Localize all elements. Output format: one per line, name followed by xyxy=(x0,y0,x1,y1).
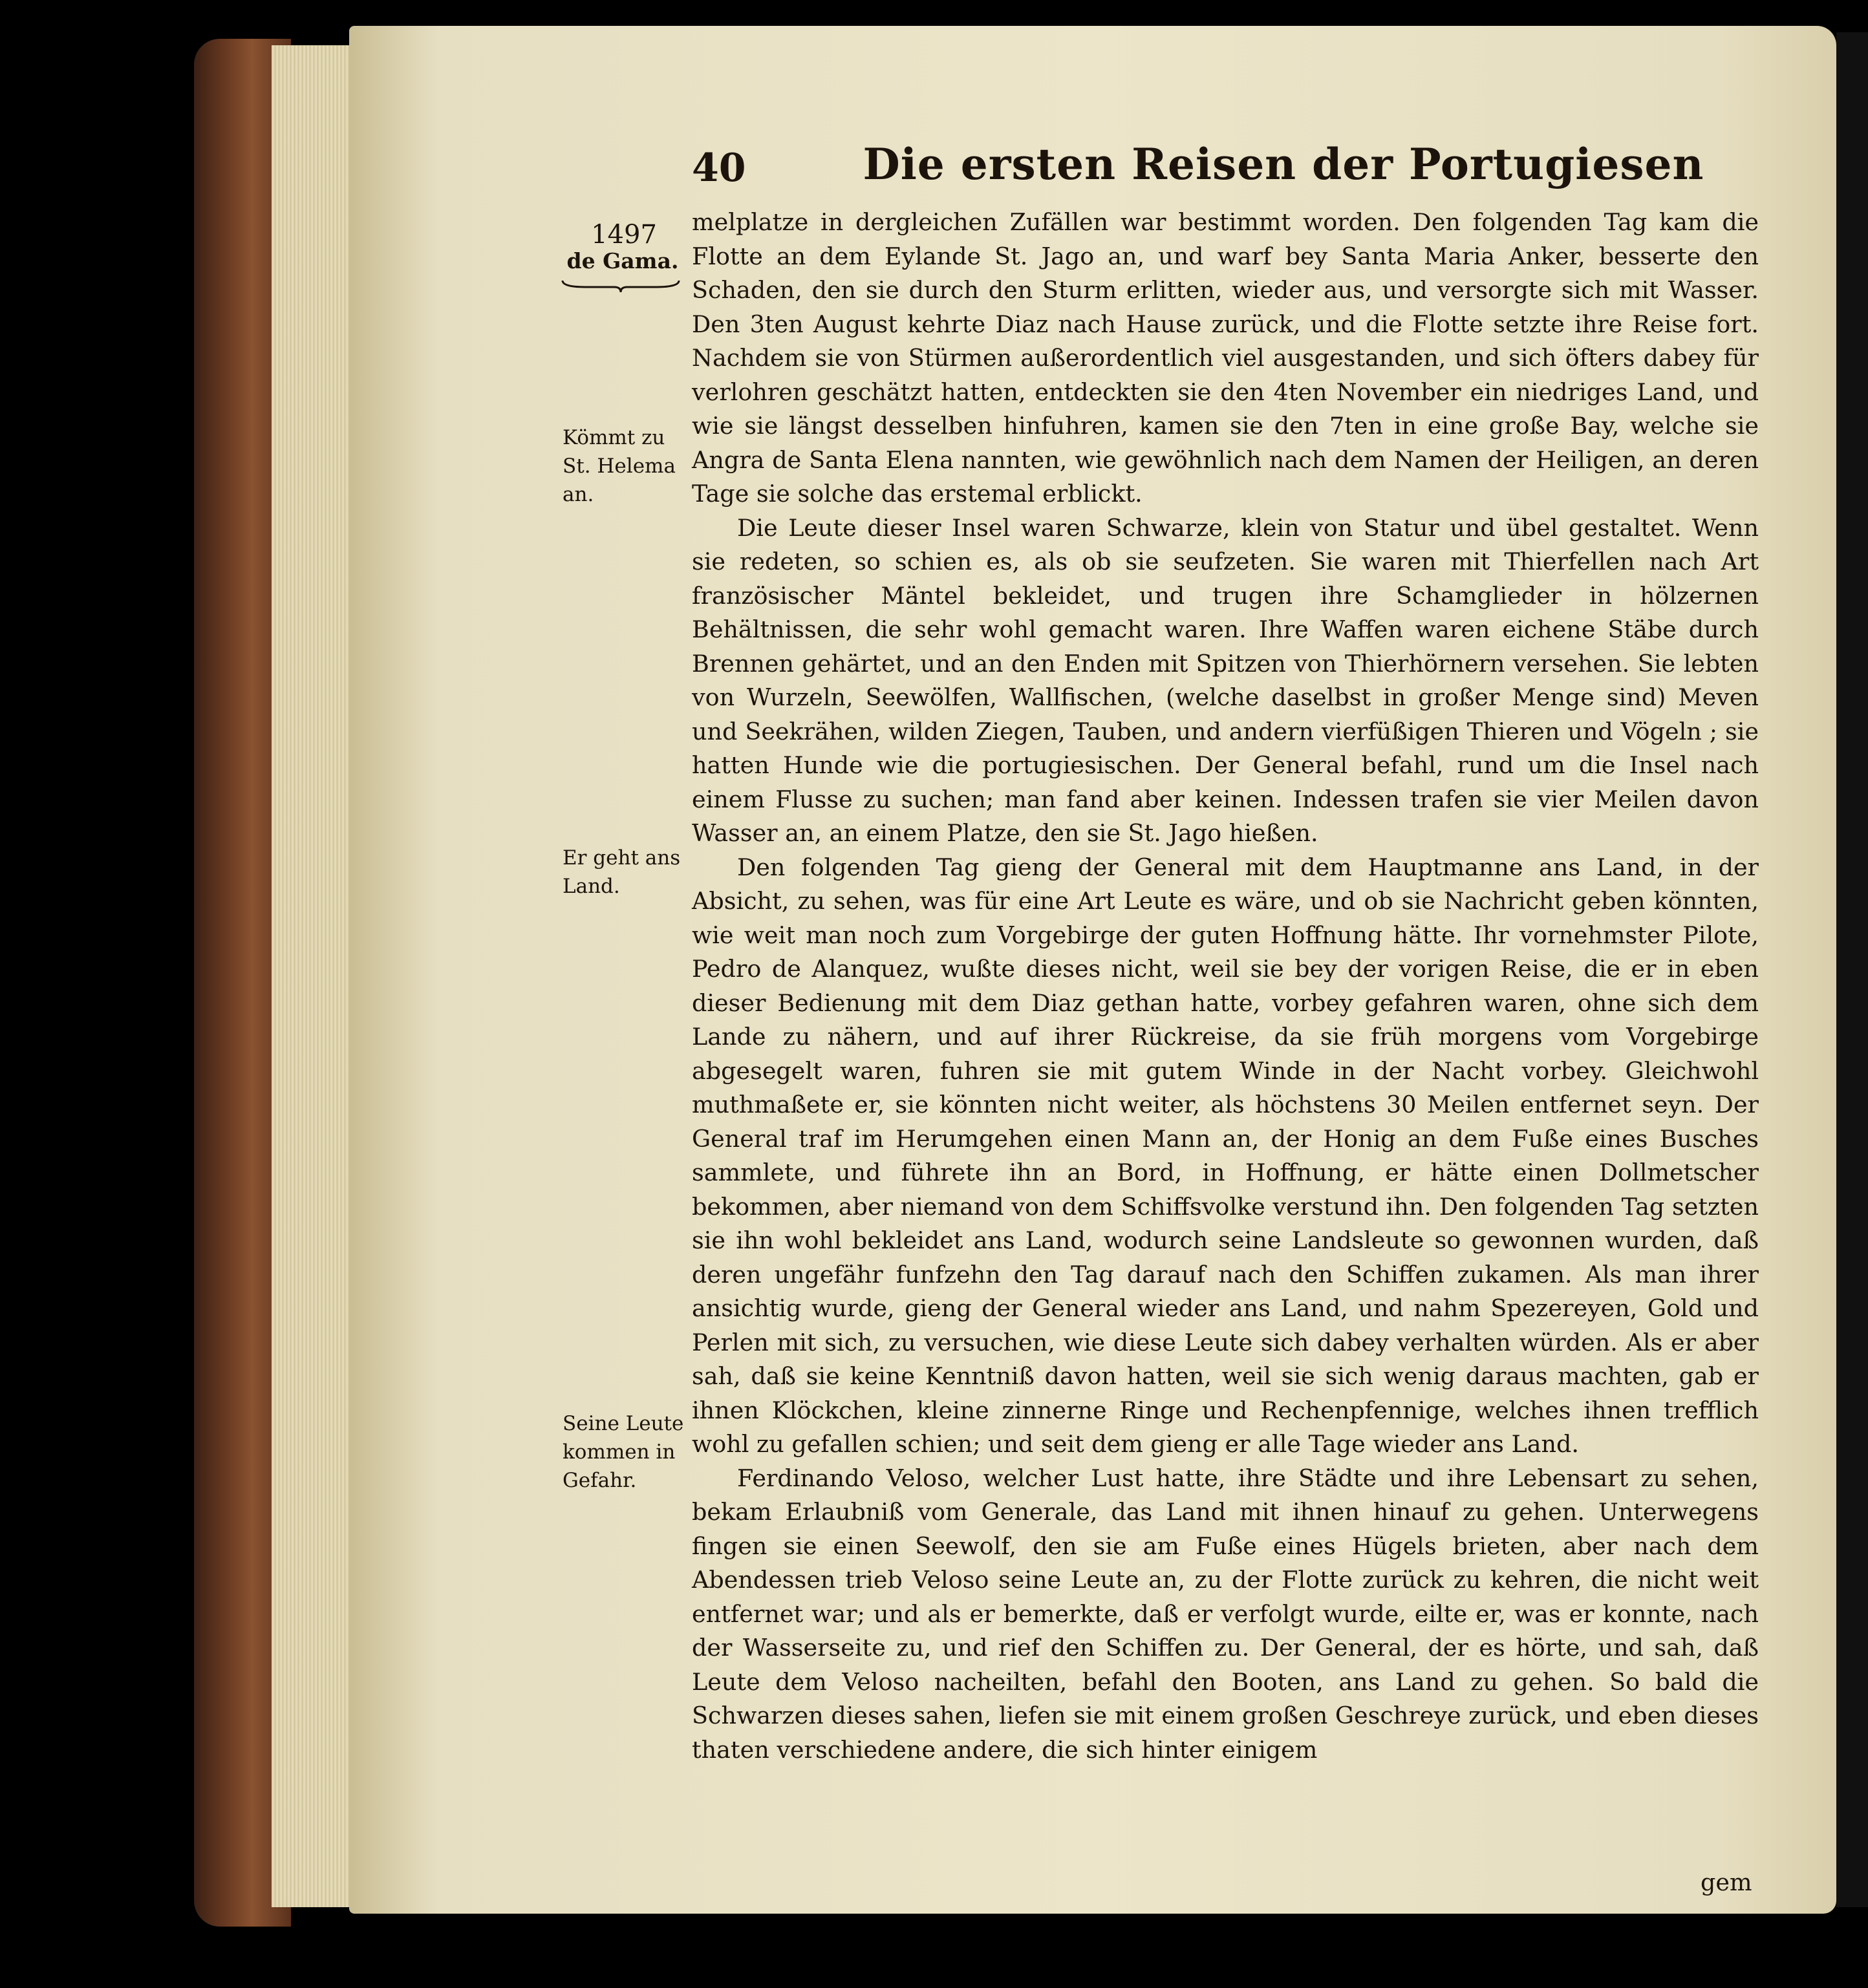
catchword: gem xyxy=(1701,1868,1752,1896)
margin-year: 1497 xyxy=(591,220,657,250)
page-header xyxy=(685,139,1759,197)
margin-note-arrival: Kömmt zu St. Helema an. xyxy=(563,426,676,506)
margin-brace-icon xyxy=(559,278,682,294)
running-title: Die ersten Reisen der Portugiesen xyxy=(863,139,1704,189)
body-text xyxy=(692,206,1759,1767)
paragraph-4: Ferdinando Veloso, welcher Lust hatte, ihre Städte und ihre Lebensart zu sehen, bekam Erlaubniß vom Generale, das Land mit ihnen hinauf zu gehen. Unterwegens fingen sie einen Seewolf, den sie am Fuße eines Hügels brieten, aber nach dem Abendessen trieb Veloso seine Leute an, zu der Flotte zurück zu kehren, die nicht weit entfernet war; und als er bemerkte, daß er verfolgt wurde, eilte er, was er konnte, nach der Wasserseite zu, und rief den Schiffen zu. Der General, der es hörte, und sah, daß Leute dem Veloso nacheilten, befahl den Booten, ans Land zu gehen. So bald die Schwarzen dieses sahen, liefen sie mit einem großen Geschreye zurück, und eben dieses thaten verschiedene andere, die sich hinter einigem xyxy=(692,1464,1759,1764)
paragraph-3: Den folgenden Tag gieng der General mit dem Hauptmanne ans Land, in der Absicht, zu sehen, was für eine Art Leute es wäre, und ob sie Nachricht geben könnten, wie weit man noch zum Vorgebirge der guten Hoffnung hätte. Ihr vornehmster Pilote, Pedro de Alanquez, wußte dieses nicht, weil sie bey der vorigen Reise, die er in eben dieser Bedienung mit dem Diaz gethan hatte, vorbey gefahren waren, ohne sich dem Lande zu nähern, und auf ihrer Rückreise, da sie früh morgens vom Vorgebirge abgesegelt waren, fuhren sie mit gutem Winde in der Nacht vorbey. Gleichwohl muthmaßete er, sie könnten nicht weiter, als höchstens 30 Meilen entfernet seyn. Der General traf im Herumgehen einen Mann an, der Honig an dem Fuße eines Busches sammlete, und führete ihn an Bord, in Hoffnung, er hätte einen Dollmetscher bekommen, aber niemand von dem Schiffsvolke verstund ihn. Den folgenden Tag setzten sie ihn wohl bekleidet ans Land, wodurch seine Landsleute so gewonnen wurden, daß deren ungefähr funfzehn den Tag darauf nach den Schiffen zukamen. Als man ihrer ansichtig wurde, gieng der General wieder ans Land, und nahm Spezereyen, Gold und Perlen mit sich, zu versuchen, wie diese Leute sich dabey verhalten würden. Als er aber sah, daß sie keine Kenntniß davon hatten, weil sie sich wenig daraus machten, gab er ihnen Klöckchen, kleine zinnerne Ringe und Rechenpfennige, welches ihnen trefflich wohl zu gefallen schien; und seit dem gieng er alle Tage wieder ans Land. xyxy=(692,853,1759,1458)
margin-note-landing: Er geht ans Land. xyxy=(563,846,681,898)
margin-note-danger: Seine Leute kommen in Gefahr. xyxy=(563,1412,684,1492)
paragraph-1: melplatze in dergleichen Zufällen war bestimmt worden. Den folgenden Tag kam die Flotte an dem Eylande St. Jago an, und warf bey Santa Maria Anker, besserte den Schaden, den sie durch den Sturm erlitten, wieder aus, und versorgte sich mit Wasser. Den 3ten August kehrte Diaz nach Hause zurück, und die Flotte setzte ihre Reise fort. Nachdem sie von Stürmen außerordentlich viel ausgestanden, und sich öfters dabey für verlohren geschätzt hatten, entdeckten sie den 4ten November ein niedriges Land, und wie sie längst desselben hinfuhren, kamen sie den 7ten in eine große Bay, welche sie Angra de Santa Elena nannten, wie gewöhnlich nach dem Namen der Heiligen, an deren Tage sie solche das erstemal erblickt. xyxy=(692,208,1759,508)
page-number: 40 xyxy=(692,145,746,191)
right-shadow xyxy=(1836,32,1868,1907)
margin-name: de Gama. xyxy=(566,248,679,273)
paragraph-2: Die Leute dieser Insel waren Schwarze, klein von Statur und übel gestaltet. Wenn sie redeten, so schien es, als ob sie seufzeten. Sie waren mit Thierfellen nach Art französischer Mäntel bekleidet, und trugen ihre Schamglieder in hölzernen Behältnissen, die sehr wohl gemacht waren. Ihre Waffen waren eichene Stäbe durch Brennen gehärtet, und an den Enden mit Spitzen von Thierhörnern versehen. Sie lebten von Wurzeln, Seewölfen, Wallfischen, (welche daselbst in großer Menge sind) Meven und Seekrähen, wilden Ziegen, Tauben, und andern vierfüßigen Thieren und Vögeln ; sie hatten Hunde wie die portugiesischen. Der General befahl, rund um die Insel nach einem Flusse zu suchen; man fand aber keinen. Indessen trafen sie vier Meilen davon Wasser an, an einem Platze, den sie St. Jago hießen. xyxy=(692,513,1759,847)
